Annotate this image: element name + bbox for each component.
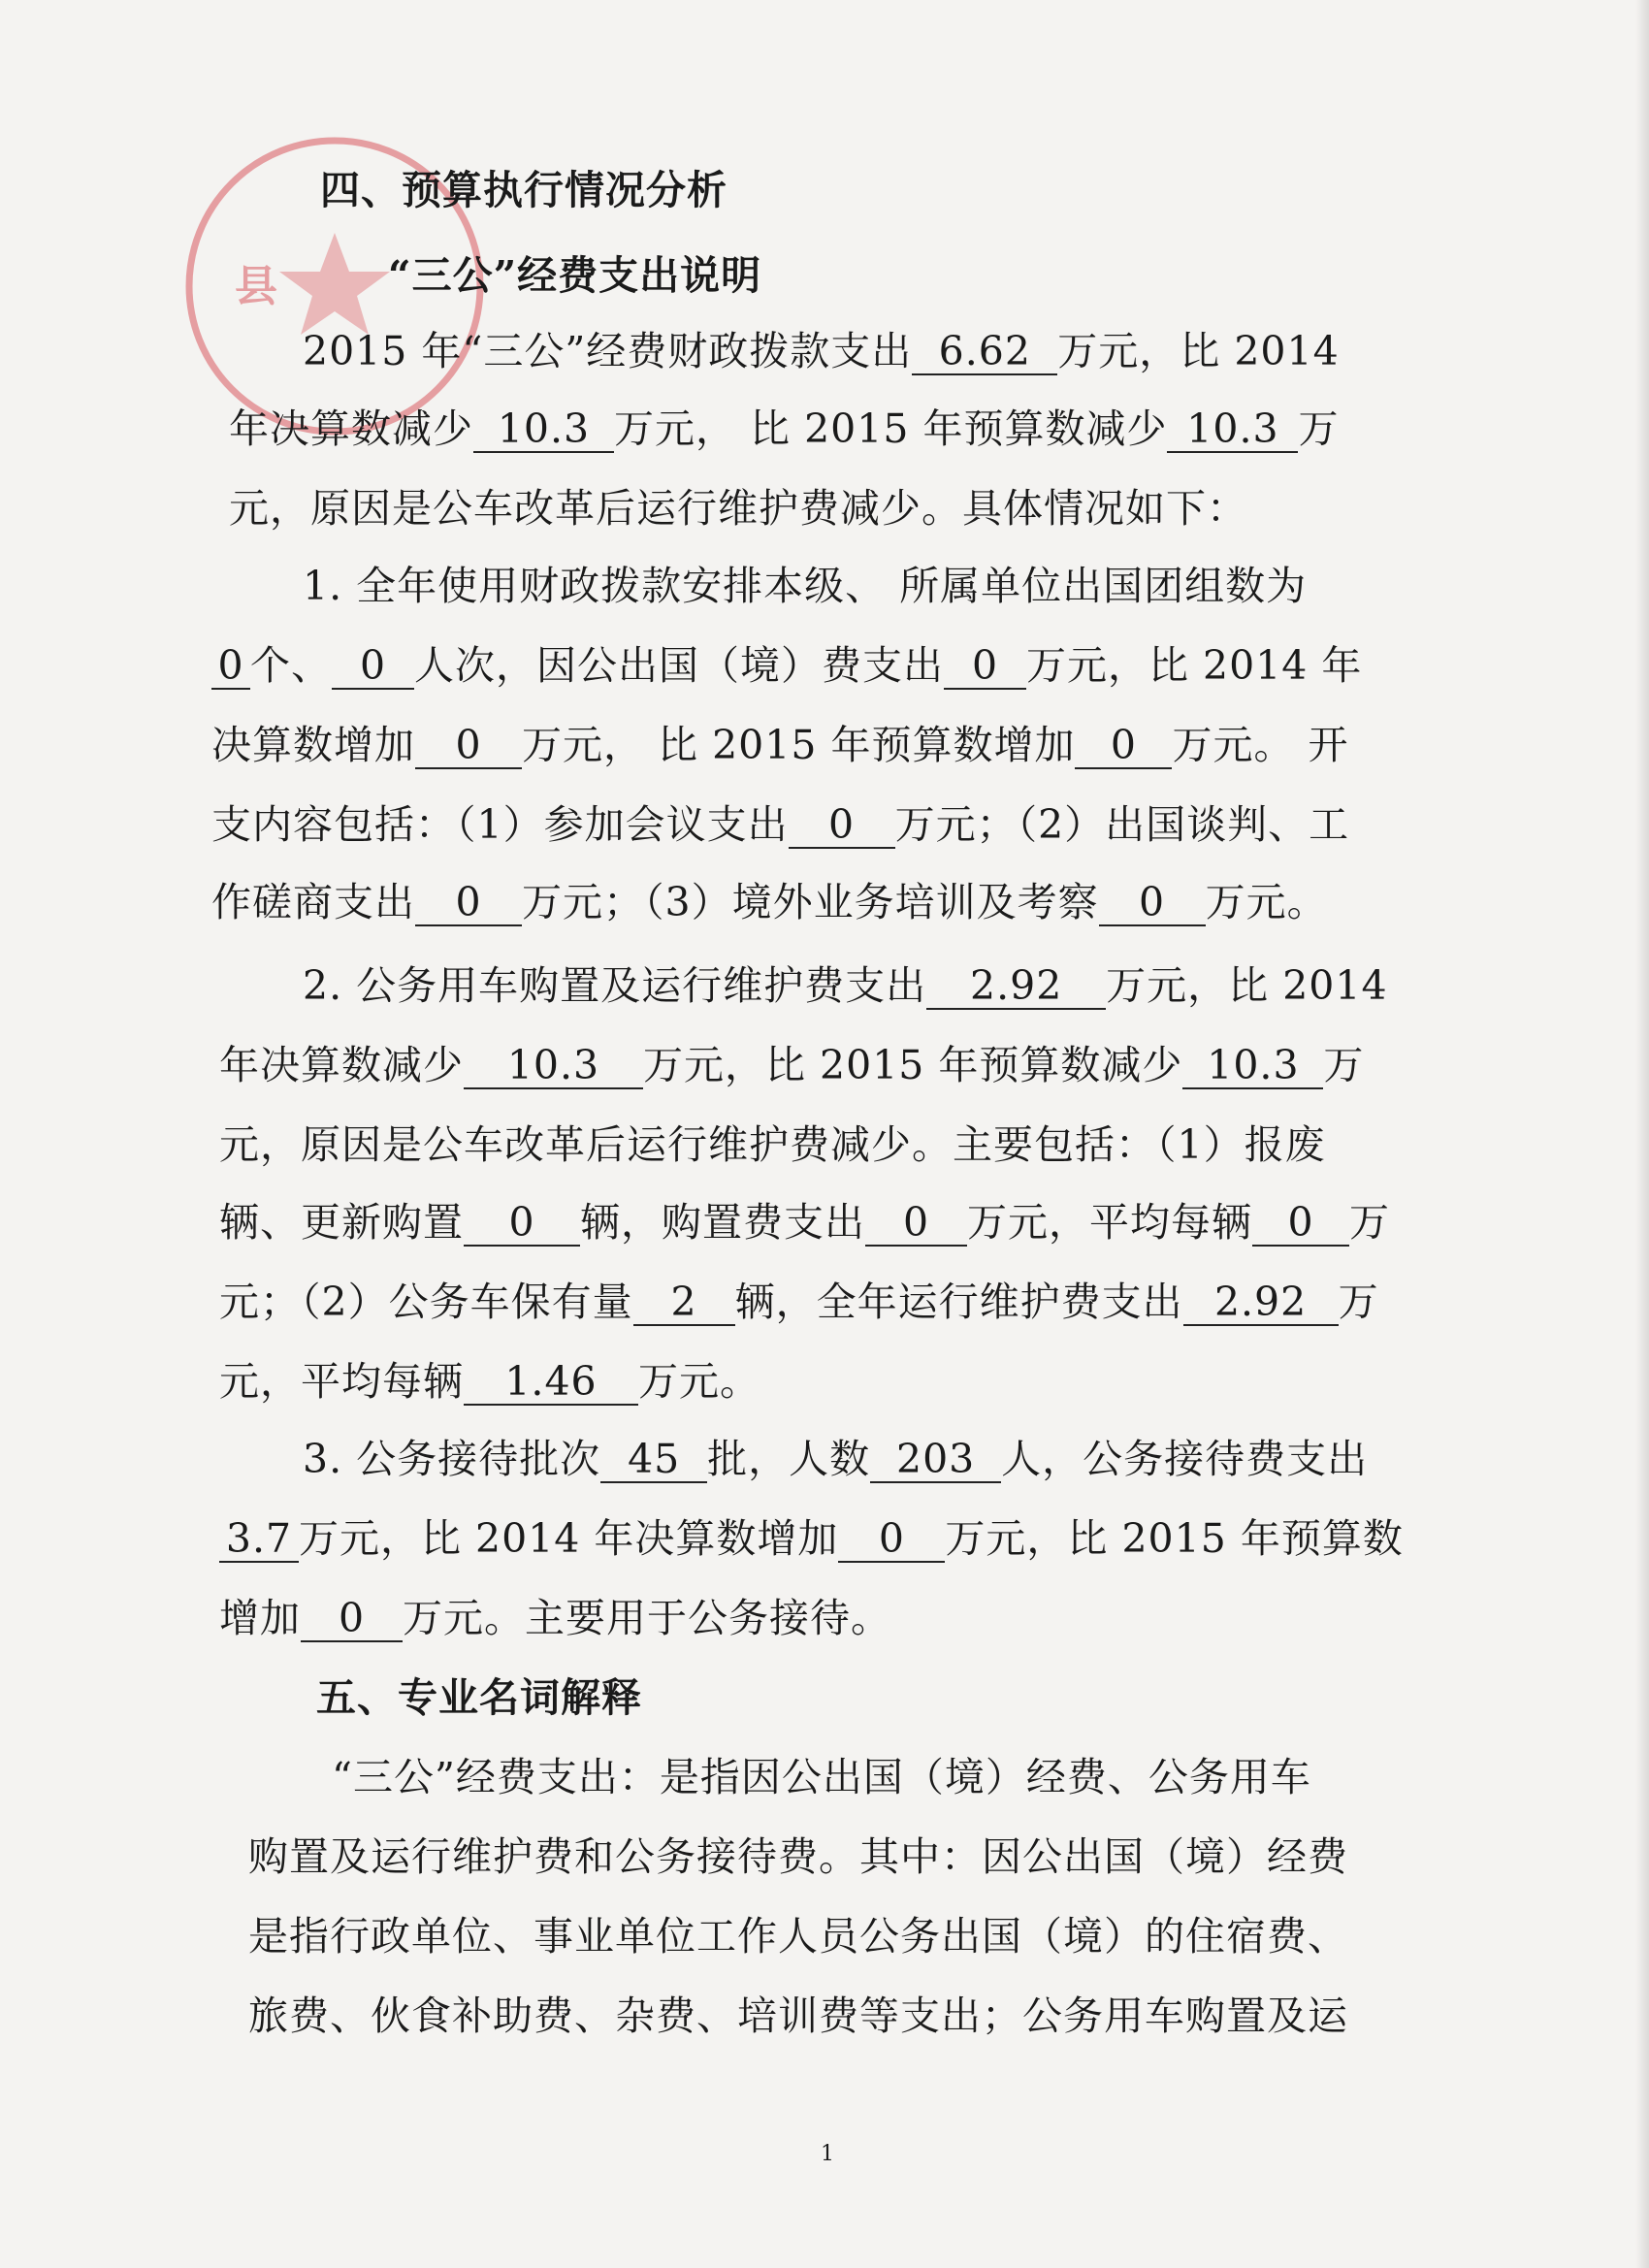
blank-person-trips: 0	[332, 643, 414, 690]
paragraph-3-line-6: 元，平均每辆 1.46 万元。	[219, 1358, 760, 1405]
blank-groups: 0	[211, 643, 250, 690]
paragraph-2-line-2: 0 个、 0 人次，因公出国（境）费支出 0 万元，比 2014 年	[211, 640, 1362, 691]
blank-decrease-vs-2014: 10.3	[473, 406, 614, 453]
paragraph-4-line-2: 3.7 万元，比 2014 年决算数增加 0 万元，比 2015 年预算数	[219, 1513, 1404, 1564]
blank-training-expense: 0	[1099, 880, 1206, 926]
paragraph-3-line-3: 元，原因是公车改革后运行维护费减少。主要包括：（1）报废	[219, 1121, 1326, 1168]
blank-reception-increase-2014: 0	[838, 1516, 945, 1563]
blank-maintenance-expense: 2.92	[1183, 1280, 1339, 1326]
blank-vehicle-decrease-budget: 10.3	[1182, 1043, 1323, 1089]
paragraph-2-line-5: 作磋商支出 0 万元；（3）境外业务培训及考察 0 万元。	[211, 879, 1328, 925]
seal-character: 县	[235, 262, 277, 311]
scan-edge-shadow	[1635, 0, 1649, 2268]
paragraph-3-line-4: 辆、更新购置 0 辆，购置费支出 0 万元，平均每辆 0 万	[219, 1199, 1390, 1246]
blank-overseas-expense: 0	[944, 643, 1026, 690]
section-heading-budget-analysis: 四、预算执行情况分析	[320, 167, 728, 213]
blank-negotiation-expense: 0	[415, 880, 522, 926]
paragraph-2-line-3: 决算数增加 0 万元， 比 2015 年预算数增加 0 万元。 开	[211, 722, 1349, 768]
paragraph-4-line-3: 增加 0 万元。主要用于公务接待。	[219, 1595, 891, 1641]
paragraph-2-line-1: 1. 全年使用财政拨款安排本级、 所属单位出国团组数为	[303, 563, 1308, 609]
blank-vehicle-decrease-2014: 10.3	[464, 1043, 643, 1089]
paragraph-4-line-1: 3. 公务接待批次 45 批，人数 203 人，公务接待费支出	[303, 1436, 1369, 1482]
blank-maintenance-per-vehicle: 1.46	[464, 1359, 638, 1406]
blank-total-expense: 6.62	[912, 329, 1057, 375]
blank-purchase-expense: 0	[865, 1200, 967, 1247]
blank-vehicles-held: 2	[633, 1280, 735, 1326]
subsection-heading-three-public: “三公”经费支出说明	[388, 252, 762, 299]
blank-reception-people: 203	[870, 1437, 1001, 1483]
paragraph-1-line-3: 元，原因是公车改革后运行维护费减少。具体情况如下：	[229, 485, 1247, 532]
paragraph-1-line-1: 2015 年“三公”经费财政拨款支出 6.62 万元，比 2014	[303, 328, 1340, 374]
blank-purchase-per-vehicle: 0	[1252, 1200, 1349, 1247]
blank-decrease-vs-budget: 10.3	[1167, 406, 1298, 453]
section-heading-glossary: 五、专业名词解释	[316, 1674, 642, 1721]
paragraph-5-line-1: “三公”经费支出：是指因公出国（境）经费、公务用车	[332, 1754, 1311, 1800]
blank-overseas-increase-2014: 0	[415, 723, 522, 769]
blank-vehicles-purchased: 0	[464, 1200, 580, 1247]
paragraph-3-line-1: 2. 公务用车购置及运行维护费支出 2.92 万元，比 2014	[303, 962, 1388, 1009]
paragraph-3-line-2: 年决算数减少 10.3 万元，比 2015 年预算数减少 10.3 万	[219, 1042, 1365, 1088]
paragraph-1-line-2: 年决算数减少 10.3 万元， 比 2015 年预算数减少 10.3 万	[229, 405, 1340, 452]
blank-overseas-increase-budget: 0	[1075, 723, 1172, 769]
blank-vehicle-expense: 2.92	[926, 963, 1106, 1010]
paragraph-2-line-4: 支内容包括：（1）参加会议支出 0 万元；（2）出国谈判、工	[211, 801, 1350, 848]
blank-reception-increase-budget: 0	[301, 1596, 403, 1642]
paragraph-5-line-4: 旅费、伙食补助费、杂费、培训费等支出；公务用车购置及运	[248, 1993, 1348, 2039]
blank-reception-expense: 3.7	[219, 1516, 299, 1563]
blank-meeting-expense: 0	[789, 802, 895, 849]
paragraph-5-line-3: 是指行政单位、事业单位工作人员公务出国（境）的住宿费、	[248, 1913, 1348, 1960]
page-number: 1	[821, 2142, 834, 2166]
blank-reception-batches: 45	[600, 1437, 707, 1483]
paragraph-3-line-5: 元；（2）公务车保有量 2 辆，全年运行维护费支出 2.92 万	[219, 1279, 1379, 1325]
paragraph-5-line-2: 购置及运行维护费和公务接待费。其中：因公出国（境）经费	[248, 1833, 1348, 1880]
